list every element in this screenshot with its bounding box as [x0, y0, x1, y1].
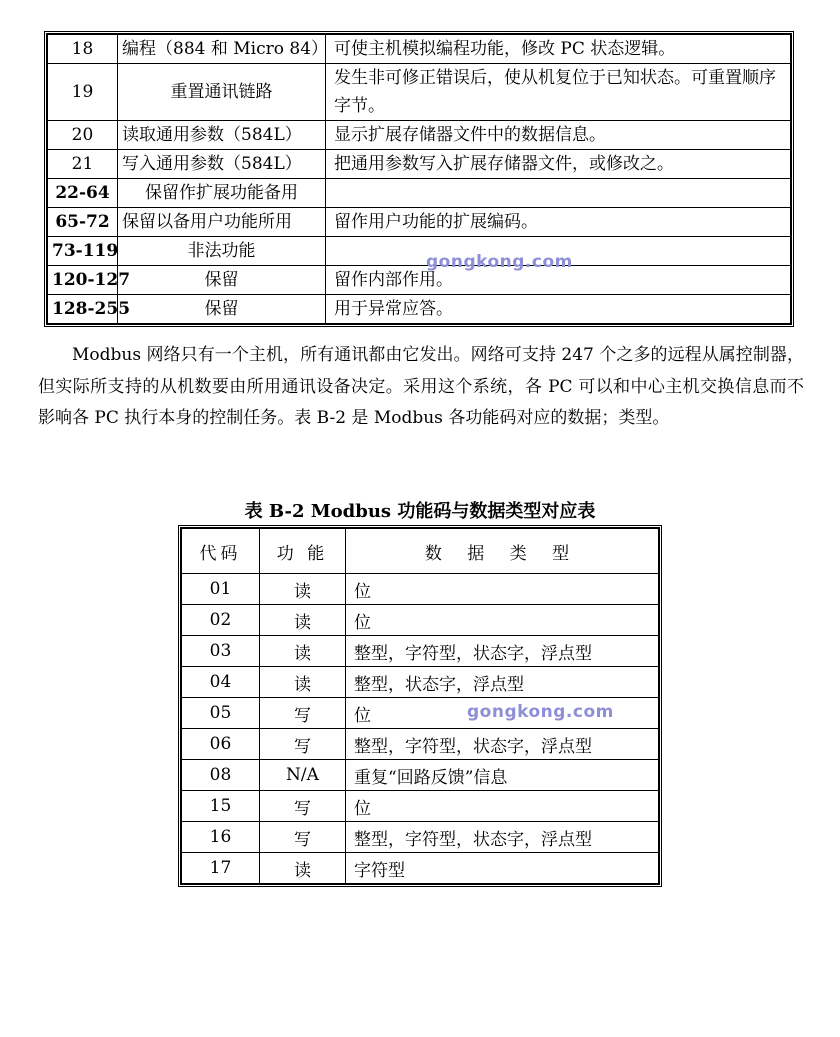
table-row	[48, 295, 791, 324]
code-cell: 02	[182, 605, 260, 636]
data-type-cell: 位	[346, 698, 659, 729]
function-name-cell: 编程（884 和 Micro 84）	[118, 35, 326, 64]
code-cell: 03	[182, 636, 260, 667]
function-name-cell: 重置通讯链路	[118, 64, 326, 121]
table-row	[48, 64, 791, 121]
table-row	[182, 760, 659, 791]
data-type-cell: 重复“回路反馈”信息	[346, 760, 659, 791]
function-name-cell: 保留以备用户功能所用	[118, 208, 326, 237]
table-row	[182, 667, 659, 698]
function-name-cell: 读取通用参数（584L）	[118, 121, 326, 150]
function-cell: 写	[260, 729, 346, 760]
function-desc-cell: 发生非可修正错误后，使从机复位于已知状态。可重置顺序字节。	[326, 64, 791, 121]
function-name-cell: 保留作扩展功能备用	[118, 179, 326, 208]
code-cell: 04	[182, 667, 260, 698]
function-desc-cell: 显示扩展存储器文件中的数据信息。	[326, 121, 791, 150]
code-cell: 17	[182, 853, 260, 884]
data-type-cell: 整型，字符型，状态字，浮点型	[346, 636, 659, 667]
table-row	[182, 791, 659, 822]
function-desc-cell: 留作用户功能的扩展编码。	[326, 208, 791, 237]
function-cell: 写	[260, 822, 346, 853]
function-code-cell: 19	[48, 64, 118, 121]
function-code-table-continued	[44, 31, 794, 327]
function-cell: 写	[260, 791, 346, 822]
function-cell: N/A	[260, 760, 346, 791]
table-row	[182, 729, 659, 760]
function-desc-cell: 留作内部作用。	[326, 266, 791, 295]
function-desc-cell: 用于异常应答。	[326, 295, 791, 324]
function-desc-cell: 可使主机模拟编程功能，修改 PC 状态逻辑。	[326, 35, 791, 64]
header-code: 代码	[182, 529, 260, 574]
table-row	[182, 605, 659, 636]
body-paragraph: Modbus 网络只有一个主机，所有通讯都由它发出。网络可支持 247 个之多的远程从属控制器，但实际所支持的从机数要由所用通讯设备决定。采用这个系统，各 PC 可以和中心主机交换信息而不影响各 PC 执行本身的控制任务。表 B-2 是 Modbus 各功能码对应的数据；类型。	[38, 345, 804, 428]
function-desc-cell	[326, 179, 791, 208]
code-cell: 05	[182, 698, 260, 729]
table-row	[48, 150, 791, 179]
function-desc-cell: 把通用参数写入扩展存储器文件，或修改之。	[326, 150, 791, 179]
data-type-cell: 位	[346, 574, 659, 605]
function-cell: 写	[260, 698, 346, 729]
data-type-cell: 位	[346, 791, 659, 822]
watermark-text: gongkong.com	[467, 702, 614, 722]
table-row	[48, 35, 791, 64]
code-cell: 01	[182, 574, 260, 605]
function-name-cell: 保留	[118, 295, 326, 324]
data-type-cell: 整型，字符型，状态字，浮点型	[346, 729, 659, 760]
function-cell: 读	[260, 605, 346, 636]
code-cell: 06	[182, 729, 260, 760]
function-code-cell: 65-72	[48, 208, 118, 237]
table-row	[182, 822, 659, 853]
function-code-cell: 18	[48, 35, 118, 64]
function-cell: 读	[260, 853, 346, 884]
table-row	[182, 853, 659, 884]
function-code-cell: 21	[48, 150, 118, 179]
function-code-cell: 73-119	[48, 237, 118, 266]
function-cell: 读	[260, 667, 346, 698]
table-caption: 表 B-2 Modbus 功能码与数据类型对应表	[244, 501, 596, 522]
function-cell: 读	[260, 574, 346, 605]
data-type-cell: 字符型	[346, 853, 659, 884]
code-cell: 08	[182, 760, 260, 791]
code-cell: 15	[182, 791, 260, 822]
function-cell: 读	[260, 636, 346, 667]
function-code-cell: 22-64	[48, 179, 118, 208]
table-header-row	[182, 529, 659, 574]
table-row	[182, 574, 659, 605]
table-row	[48, 121, 791, 150]
data-type-cell: 整型，字符型，状态字，浮点型	[346, 822, 659, 853]
table-row	[48, 237, 791, 266]
function-code-cell: 120-127	[48, 266, 118, 295]
header-data-type: 数 据 类 型	[346, 529, 659, 574]
table-row	[182, 636, 659, 667]
function-name-cell: 写入通用参数（584L）	[118, 150, 326, 179]
function-code-cell: 128-255	[48, 295, 118, 324]
header-function: 功 能	[260, 529, 346, 574]
watermark-text: gongkong.com	[426, 252, 573, 272]
code-cell: 16	[182, 822, 260, 853]
table-row	[48, 179, 791, 208]
function-name-cell: 非法功能	[118, 237, 326, 266]
function-code-cell: 20	[48, 121, 118, 150]
table-row	[48, 208, 791, 237]
data-type-cell: 整型，状态字，浮点型	[346, 667, 659, 698]
table-row	[48, 266, 791, 295]
data-type-cell: 位	[346, 605, 659, 636]
function-name-cell: 保留	[118, 266, 326, 295]
